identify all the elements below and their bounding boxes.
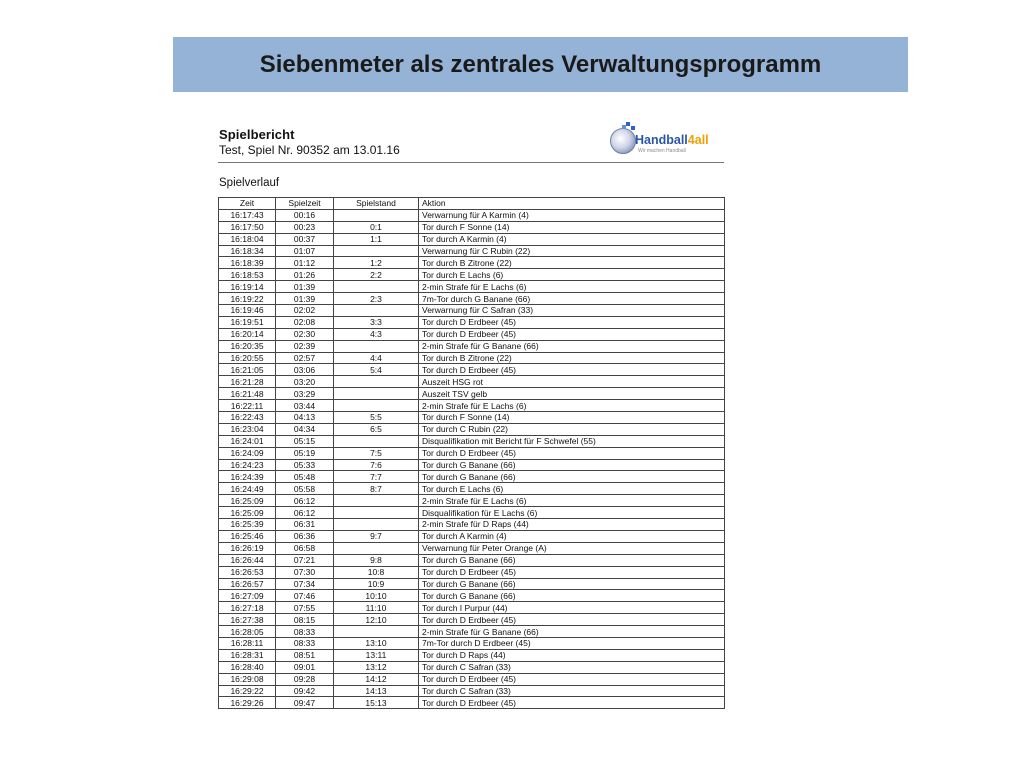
- cell-score: 2:2: [334, 269, 419, 281]
- cell-score: 6:5: [334, 423, 419, 435]
- cell-action: Tor durch D Erdbeer (45): [419, 614, 725, 626]
- cell-game-time: 01:39: [276, 281, 334, 293]
- cell-score: 12:10: [334, 614, 419, 626]
- match-report: [218, 125, 728, 715]
- cell-score: [334, 507, 419, 519]
- table-row: [219, 257, 725, 269]
- cell-action: Tor durch G Banane (66): [419, 590, 725, 602]
- cell-score: [334, 495, 419, 507]
- table-row: [219, 590, 725, 602]
- cell-time: 16:20:14: [219, 328, 276, 340]
- cell-score: 0:1: [334, 221, 419, 233]
- cell-action: 7m-Tor durch D Erdbeer (45): [419, 637, 725, 649]
- cell-score: 4:3: [334, 328, 419, 340]
- column-header-spielstand: Spielstand: [334, 198, 419, 210]
- cell-action: Tor durch G Banane (66): [419, 459, 725, 471]
- cell-action: Disqualifikation für E Lachs (6): [419, 507, 725, 519]
- cell-action: 2-min Strafe für D Raps (44): [419, 519, 725, 531]
- game-log-table: [218, 197, 725, 709]
- cell-score: 14:13: [334, 685, 419, 697]
- table-row: [219, 483, 725, 495]
- table-row: [219, 423, 725, 435]
- slide-title-bar: [173, 37, 908, 92]
- cell-time: 16:24:09: [219, 447, 276, 459]
- cell-action: Tor durch E Lachs (6): [419, 269, 725, 281]
- cell-action: 2-min Strafe für E Lachs (6): [419, 281, 725, 293]
- cell-score: [334, 435, 419, 447]
- table-row: [219, 519, 725, 531]
- cell-game-time: 07:30: [276, 566, 334, 578]
- cell-time: 16:24:39: [219, 471, 276, 483]
- table-row: [219, 626, 725, 638]
- cell-game-time: 00:23: [276, 221, 334, 233]
- cell-score: [334, 542, 419, 554]
- cell-time: 16:24:23: [219, 459, 276, 471]
- table-row: [219, 578, 725, 590]
- cell-score: 9:8: [334, 554, 419, 566]
- table-row: [219, 507, 725, 519]
- table-row: [219, 209, 725, 221]
- logo-pixel: [622, 125, 626, 129]
- cell-score: [334, 340, 419, 352]
- table-row: [219, 685, 725, 697]
- cell-game-time: 09:47: [276, 697, 334, 709]
- cell-time: 16:18:53: [219, 269, 276, 281]
- cell-score: 8:7: [334, 483, 419, 495]
- cell-action: Tor durch A Karmin (4): [419, 233, 725, 245]
- cell-time: 16:19:14: [219, 281, 276, 293]
- logo-tagline: Wir machen Handball: [638, 148, 686, 154]
- cell-score: 13:10: [334, 637, 419, 649]
- cell-action: Tor durch F Sonne (14): [419, 412, 725, 424]
- cell-game-time: 03:29: [276, 388, 334, 400]
- cell-time: 16:18:04: [219, 233, 276, 245]
- cell-score: 14:12: [334, 673, 419, 685]
- cell-time: 16:21:05: [219, 364, 276, 376]
- cell-action: Tor durch B Zitrone (22): [419, 352, 725, 364]
- table-row: [219, 637, 725, 649]
- cell-game-time: 06:31: [276, 519, 334, 531]
- cell-score: [334, 245, 419, 257]
- table-row: [219, 530, 725, 542]
- table-row: [219, 269, 725, 281]
- cell-score: [334, 209, 419, 221]
- cell-game-time: 02:39: [276, 340, 334, 352]
- logo-pixel: [631, 126, 635, 130]
- column-header-zeit: Zeit: [219, 198, 276, 210]
- cell-time: 16:17:50: [219, 221, 276, 233]
- cell-action: Auszeit HSG rot: [419, 376, 725, 388]
- table-row: [219, 221, 725, 233]
- cell-time: 16:28:40: [219, 661, 276, 673]
- cell-time: 16:25:39: [219, 519, 276, 531]
- table-row: [219, 388, 725, 400]
- cell-score: 11:10: [334, 602, 419, 614]
- cell-game-time: 07:46: [276, 590, 334, 602]
- cell-time: 16:28:11: [219, 637, 276, 649]
- cell-game-time: 05:58: [276, 483, 334, 495]
- cell-action: Tor durch D Erdbeer (45): [419, 697, 725, 709]
- cell-game-time: 05:33: [276, 459, 334, 471]
- table-row: [219, 661, 725, 673]
- table-row: [219, 471, 725, 483]
- cell-score: 1:2: [334, 257, 419, 269]
- cell-score: 13:12: [334, 661, 419, 673]
- cell-score: 10:9: [334, 578, 419, 590]
- cell-time: 16:25:09: [219, 507, 276, 519]
- cell-game-time: 01:39: [276, 293, 334, 305]
- cell-game-time: 08:15: [276, 614, 334, 626]
- table-row: [219, 233, 725, 245]
- cell-action: 2-min Strafe für E Lachs (6): [419, 495, 725, 507]
- cell-action: 2-min Strafe für G Banane (66): [419, 626, 725, 638]
- cell-action: Tor durch B Zitrone (22): [419, 257, 725, 269]
- cell-action: 7m-Tor durch G Banane (66): [419, 293, 725, 305]
- table-row: [219, 566, 725, 578]
- cell-action: Tor durch C Rubin (22): [419, 423, 725, 435]
- report-title: Spielbericht: [219, 127, 295, 142]
- cell-game-time: 03:06: [276, 364, 334, 376]
- cell-action: Tor durch D Erdbeer (45): [419, 447, 725, 459]
- cell-game-time: 01:12: [276, 257, 334, 269]
- cell-score: [334, 281, 419, 293]
- cell-action: Auszeit TSV gelb: [419, 388, 725, 400]
- cell-time: 16:26:53: [219, 566, 276, 578]
- cell-score: 2:3: [334, 293, 419, 305]
- cell-game-time: 02:57: [276, 352, 334, 364]
- cell-game-time: 06:58: [276, 542, 334, 554]
- logo-name-accent: 4all: [687, 133, 709, 147]
- cell-action: Tor durch A Karmin (4): [419, 530, 725, 542]
- cell-score: 10:8: [334, 566, 419, 578]
- logo-pixel: [626, 122, 630, 126]
- cell-score: 15:13: [334, 697, 419, 709]
- cell-game-time: 08:33: [276, 626, 334, 638]
- table-row: [219, 435, 725, 447]
- cell-time: 16:19:51: [219, 316, 276, 328]
- table-header-row: [219, 198, 725, 210]
- table-row: [219, 281, 725, 293]
- cell-time: 16:28:31: [219, 649, 276, 661]
- table-row: [219, 554, 725, 566]
- cell-score: [334, 376, 419, 388]
- cell-action: Tor durch C Safran (33): [419, 661, 725, 673]
- cell-time: 16:21:28: [219, 376, 276, 388]
- cell-score: 4:4: [334, 352, 419, 364]
- cell-time: 16:28:05: [219, 626, 276, 638]
- cell-action: Tor durch D Erdbeer (45): [419, 316, 725, 328]
- cell-game-time: 03:44: [276, 400, 334, 412]
- cell-game-time: 08:51: [276, 649, 334, 661]
- report-subtitle: Test, Spiel Nr. 90352 am 13.01.16: [219, 143, 400, 157]
- cell-score: 7:5: [334, 447, 419, 459]
- cell-time: 16:26:44: [219, 554, 276, 566]
- cell-time: 16:18:34: [219, 245, 276, 257]
- cell-action: 2-min Strafe für G Banane (66): [419, 340, 725, 352]
- table-row: [219, 352, 725, 364]
- cell-score: [334, 388, 419, 400]
- cell-score: [334, 305, 419, 317]
- cell-score: 10:10: [334, 590, 419, 602]
- logo-wordmark: [635, 133, 709, 147]
- cell-game-time: 02:08: [276, 316, 334, 328]
- cell-game-time: 04:34: [276, 423, 334, 435]
- cell-score: [334, 400, 419, 412]
- table-row: [219, 602, 725, 614]
- cell-score: 7:7: [334, 471, 419, 483]
- cell-score: 3:3: [334, 316, 419, 328]
- cell-action: Tor durch G Banane (66): [419, 554, 725, 566]
- cell-action: Tor durch D Raps (44): [419, 649, 725, 661]
- cell-time: 16:27:38: [219, 614, 276, 626]
- slide-title: Siebenmeter als zentrales Verwaltungsprogramm: [259, 50, 822, 78]
- table-row: [219, 305, 725, 317]
- logo-name-main: Handball: [635, 133, 688, 147]
- cell-game-time: 05:48: [276, 471, 334, 483]
- cell-time: 16:22:11: [219, 400, 276, 412]
- cell-time: 16:29:08: [219, 673, 276, 685]
- cell-action: Verwarnung für C Rubin (22): [419, 245, 725, 257]
- handball-globe-icon: [610, 128, 636, 154]
- cell-time: 16:20:35: [219, 340, 276, 352]
- cell-action: Verwarnung für Peter Orange (A): [419, 542, 725, 554]
- table-row: [219, 459, 725, 471]
- cell-game-time: 07:55: [276, 602, 334, 614]
- table-row: [219, 447, 725, 459]
- cell-score: 1:1: [334, 233, 419, 245]
- cell-time: 16:21:48: [219, 388, 276, 400]
- table-row: [219, 400, 725, 412]
- cell-time: 16:27:09: [219, 590, 276, 602]
- cell-time: 16:27:18: [219, 602, 276, 614]
- header-divider: [218, 162, 724, 163]
- cell-action: Tor durch D Erdbeer (45): [419, 364, 725, 376]
- cell-game-time: 06:12: [276, 507, 334, 519]
- cell-action: Tor durch G Banane (66): [419, 578, 725, 590]
- cell-score: 7:6: [334, 459, 419, 471]
- cell-action: Tor durch D Erdbeer (45): [419, 566, 725, 578]
- table-row: [219, 328, 725, 340]
- cell-time: 16:18:39: [219, 257, 276, 269]
- cell-action: Tor durch F Sonne (14): [419, 221, 725, 233]
- cell-game-time: 00:37: [276, 233, 334, 245]
- column-header-spielzeit: Spielzeit: [276, 198, 334, 210]
- cell-time: 16:25:46: [219, 530, 276, 542]
- table-row: [219, 364, 725, 376]
- cell-game-time: 09:01: [276, 661, 334, 673]
- cell-game-time: 07:21: [276, 554, 334, 566]
- cell-time: 16:29:26: [219, 697, 276, 709]
- cell-game-time: 01:07: [276, 245, 334, 257]
- cell-game-time: 01:26: [276, 269, 334, 281]
- table-row: [219, 495, 725, 507]
- table-body: [219, 209, 725, 708]
- table-row: [219, 316, 725, 328]
- cell-score: 9:7: [334, 530, 419, 542]
- section-title: Spielverlauf: [219, 177, 280, 189]
- table-row: [219, 614, 725, 626]
- column-header-aktion: Aktion: [419, 198, 725, 210]
- cell-time: 16:24:49: [219, 483, 276, 495]
- cell-score: 5:4: [334, 364, 419, 376]
- cell-time: 16:25:09: [219, 495, 276, 507]
- cell-time: 16:20:55: [219, 352, 276, 364]
- cell-time: 16:26:19: [219, 542, 276, 554]
- cell-time: 16:22:43: [219, 412, 276, 424]
- cell-score: 5:5: [334, 412, 419, 424]
- cell-game-time: 07:34: [276, 578, 334, 590]
- cell-game-time: 04:13: [276, 412, 334, 424]
- cell-time: 16:26:57: [219, 578, 276, 590]
- table-row: [219, 245, 725, 257]
- cell-action: Tor durch E Lachs (6): [419, 483, 725, 495]
- table-row: [219, 293, 725, 305]
- table-row: [219, 376, 725, 388]
- cell-action: Tor durch I Purpur (44): [419, 602, 725, 614]
- cell-action: Verwarnung für A Karmin (4): [419, 209, 725, 221]
- cell-game-time: 03:20: [276, 376, 334, 388]
- cell-score: [334, 519, 419, 531]
- cell-game-time: 02:02: [276, 305, 334, 317]
- cell-time: 16:19:46: [219, 305, 276, 317]
- table-row: [219, 649, 725, 661]
- cell-action: Tor durch G Banane (66): [419, 471, 725, 483]
- cell-game-time: 09:42: [276, 685, 334, 697]
- table-row: [219, 697, 725, 709]
- cell-action: Tor durch C Safran (33): [419, 685, 725, 697]
- cell-score: [334, 626, 419, 638]
- table-row: [219, 673, 725, 685]
- cell-time: 16:29:22: [219, 685, 276, 697]
- cell-game-time: 05:19: [276, 447, 334, 459]
- cell-action: Verwarnung für C Safran (33): [419, 305, 725, 317]
- cell-game-time: 06:36: [276, 530, 334, 542]
- cell-time: 16:23:04: [219, 423, 276, 435]
- table-row: [219, 542, 725, 554]
- cell-action: 2-min Strafe für E Lachs (6): [419, 400, 725, 412]
- cell-game-time: 02:30: [276, 328, 334, 340]
- cell-time: 16:24:01: [219, 435, 276, 447]
- cell-game-time: 06:12: [276, 495, 334, 507]
- cell-action: Disqualifikation mit Bericht für F Schwefel (55): [419, 435, 725, 447]
- cell-game-time: 05:15: [276, 435, 334, 447]
- cell-action: Tor durch D Erdbeer (45): [419, 673, 725, 685]
- cell-time: 16:17:43: [219, 209, 276, 221]
- cell-score: 13:11: [334, 649, 419, 661]
- cell-game-time: 00:16: [276, 209, 334, 221]
- table-row: [219, 412, 725, 424]
- cell-action: Tor durch D Erdbeer (45): [419, 328, 725, 340]
- cell-game-time: 09:28: [276, 673, 334, 685]
- cell-time: 16:19:22: [219, 293, 276, 305]
- handball4all-logo: [608, 122, 726, 160]
- cell-game-time: 08:33: [276, 637, 334, 649]
- table-row: [219, 340, 725, 352]
